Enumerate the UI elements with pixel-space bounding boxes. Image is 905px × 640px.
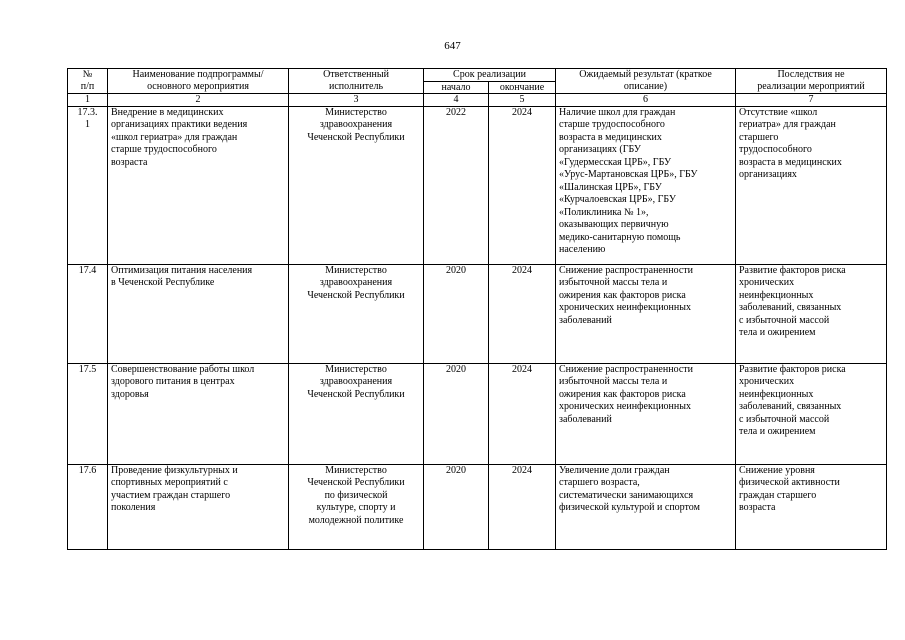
table-row	[68, 264, 887, 363]
header-name: Наименование подпрограммы/ основного мероприятия	[108, 69, 289, 94]
expected-result: Снижение распространенности избыточной массы тела и ожирения как факторов риска хронических неинфекционных заболеваний	[556, 363, 736, 464]
consequence: Снижение уровня физической активности граждан старшего возраста	[736, 464, 887, 549]
column-number: 3	[289, 94, 424, 107]
column-number: 4	[424, 94, 489, 107]
activity-name: Совершенствование работы школ здорового питания в центрах здоровья	[108, 363, 289, 464]
end-year: 2024	[489, 106, 556, 264]
executor: Министерство здравоохранения Чеченской Республики	[289, 106, 424, 264]
column-number: 5	[489, 94, 556, 107]
executor: Министерство здравоохранения Чеченской Республики	[289, 264, 424, 363]
header-period: Срок реализации	[424, 69, 556, 82]
row-number: 17.5	[68, 363, 108, 464]
expected-result: Снижение распространенности избыточной массы тела и ожирения как факторов риска хронических неинфекционных заболеваний	[556, 264, 736, 363]
end-year: 2024	[489, 363, 556, 464]
header-end: окончание	[489, 81, 556, 94]
header-start: начало	[424, 81, 489, 94]
header-result: Ожидаемый результат (краткое описание)	[556, 69, 736, 94]
executor: Министерство здравоохранения Чеченской Республики	[289, 363, 424, 464]
header-num: № п/п	[68, 69, 108, 94]
row-number: 17.4	[68, 264, 108, 363]
activity-name: Проведение физкультурных и спортивных мероприятий с участием граждан старшего поколения	[108, 464, 289, 549]
start-year: 2022	[424, 106, 489, 264]
activity-name: Оптимизация питания населения в Чеченской Республике	[108, 264, 289, 363]
consequence: Отсутствие «школ гериатра» для граждан старшего трудоспособного возраста в медицинских организациях	[736, 106, 887, 264]
page-number: 647	[444, 40, 461, 52]
expected-result: Увеличение доли граждан старшего возраста, систематически занимающихся физической культурой и спортом	[556, 464, 736, 549]
start-year: 2020	[424, 264, 489, 363]
consequence: Развитие факторов риска хронических неинфекционных заболеваний, связанных с избыточной массой тела и ожирением	[736, 363, 887, 464]
executor: Министерство Чеченской Республики по физической культуре, спорту и молодежной политике	[289, 464, 424, 549]
consequence: Развитие факторов риска хронических неинфекционных заболеваний, связанных с избыточной массой тела и ожирением	[736, 264, 887, 363]
start-year: 2020	[424, 464, 489, 549]
header-executor: Ответственный исполнитель	[289, 69, 424, 94]
column-number: 7	[736, 94, 887, 107]
table-row	[68, 363, 887, 464]
column-number: 6	[556, 94, 736, 107]
header-consequence: Последствия не реализации мероприятий	[736, 69, 887, 94]
end-year: 2024	[489, 264, 556, 363]
row-number: 17.3. 1	[68, 106, 108, 264]
end-year: 2024	[489, 464, 556, 549]
expected-result: Наличие школ для граждан старше трудоспособного возраста в медицинских организациях (ГБУ «Гудермесская ЦРБ», ГБУ «Урус-Мартановская ЦРБ», ГБУ «Шалинская ЦРБ», ГБУ «Курчалоевская ЦРБ», ГБУ «Поликлиника № 1», оказывающих первичную медико-санитарную помощь населению	[556, 106, 736, 264]
activity-name: Внедрение в медицинских организациях практики ведения «школ гериатра» для граждан старше трудоспособного возраста	[108, 106, 289, 264]
table-row	[68, 464, 887, 549]
column-number: 1	[68, 94, 108, 107]
column-number-row	[68, 94, 887, 107]
start-year: 2020	[424, 363, 489, 464]
row-number: 17.6	[68, 464, 108, 549]
column-number: 2	[108, 94, 289, 107]
activities-table	[67, 68, 887, 550]
table-row	[68, 106, 887, 264]
